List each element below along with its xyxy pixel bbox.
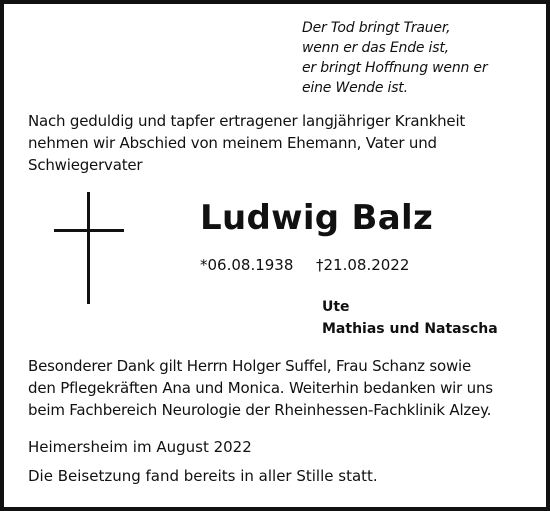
acknowledgement-line: den Pflegekräften Ana und Monica. Weiterhin bedanken wir uns [28,379,493,397]
cross-icon [54,192,124,304]
mourner-name: Mathias und Natascha [322,321,498,337]
farewell-line: Schwiegervater [28,156,143,174]
mourner-name: Ute [322,299,350,315]
quote-line: Der Tod bringt Trauer, [302,20,451,36]
quote-line: eine Wende ist. [302,80,408,96]
farewell-line: Nach geduldig und tapfer ertragener langjähriger Krankheit [28,112,466,130]
mourners-list [322,296,498,340]
farewell-line: nehmen wir Abschied von meinem Ehemann, Vater und [28,134,437,152]
cross-horizontal-bar [54,229,124,232]
burial-notice: Die Beisetzung fand bereits in aller Stille statt. [28,467,378,485]
death-date: †21.08.2022 [316,256,410,274]
acknowledgement-line: Besonderer Dank gilt Herrn Holger Suffel, Frau Schanz sowie [28,357,472,375]
quote-line: er bringt Hoffnung wenn er [302,60,488,76]
acknowledgement-text [28,355,528,421]
quote-line: wenn er das Ende ist, [302,40,449,56]
memorial-quote [302,18,542,98]
cross-vertical-bar [87,192,90,304]
deceased-name: Ludwig Balz [200,198,434,238]
place-and-date: Heimersheim im August 2022 [28,438,252,456]
birth-date: *06.08.1938 [200,256,294,274]
acknowledgement-line: beim Fachbereich Neurologie der Rheinhessen-Fachklinik Alzey. [28,401,492,419]
farewell-text [28,110,528,176]
